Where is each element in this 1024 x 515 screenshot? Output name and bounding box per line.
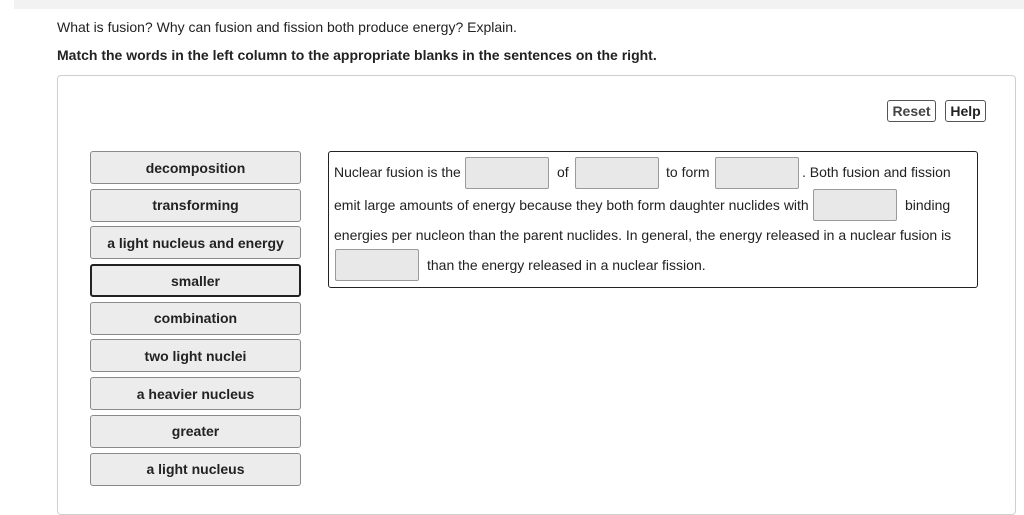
word-tile-greater[interactable]: greater [90, 415, 301, 448]
reset-button[interactable]: Reset [887, 100, 936, 122]
drop-blank-2[interactable] [575, 157, 659, 189]
word-bank [90, 151, 301, 490]
sentence-text: . Both fusion and fission [802, 164, 951, 180]
word-tile-two-light-nuclei[interactable]: two light nuclei [90, 339, 301, 372]
sentence-text: of [557, 164, 569, 180]
word-tile-light-nucleus-and-energy[interactable]: a light nucleus and energy [90, 226, 301, 259]
word-tile-smaller[interactable]: smaller [90, 264, 301, 297]
drop-blank-5[interactable] [335, 249, 419, 281]
sentence-text: binding [905, 197, 951, 213]
help-button[interactable]: Help [945, 100, 986, 122]
sentence-box [328, 151, 978, 288]
top-bar [14, 0, 1024, 9]
instruction-text: Match the words in the left column to the appropriate blanks in the sentences on the right. [57, 47, 657, 63]
sentence-text: emit large amounts of energy because they both form daughter nuclides with [334, 197, 809, 213]
drop-blank-1[interactable] [465, 157, 549, 189]
word-tile-transforming[interactable]: transforming [90, 189, 301, 222]
sentence-text: to form [666, 164, 710, 180]
word-tile-light-nucleus[interactable]: a light nucleus [90, 453, 301, 486]
drop-blank-3[interactable] [715, 157, 799, 189]
sentence-text: energies per nucleon than the parent nuclides. In general, the energy released in a nuclear fusion is [334, 227, 952, 243]
word-tile-heavier-nucleus[interactable]: a heavier nucleus [90, 377, 301, 410]
sentence-text: Nuclear fusion is the [334, 164, 461, 180]
question-text: What is fusion? Why can fusion and fission both produce energy? Explain. [57, 19, 517, 35]
sentence-text: than the energy released in a nuclear fission. [427, 257, 706, 273]
word-tile-combination[interactable]: combination [90, 302, 301, 335]
drop-blank-4[interactable] [813, 189, 897, 221]
word-tile-decomposition[interactable]: decomposition [90, 151, 301, 184]
